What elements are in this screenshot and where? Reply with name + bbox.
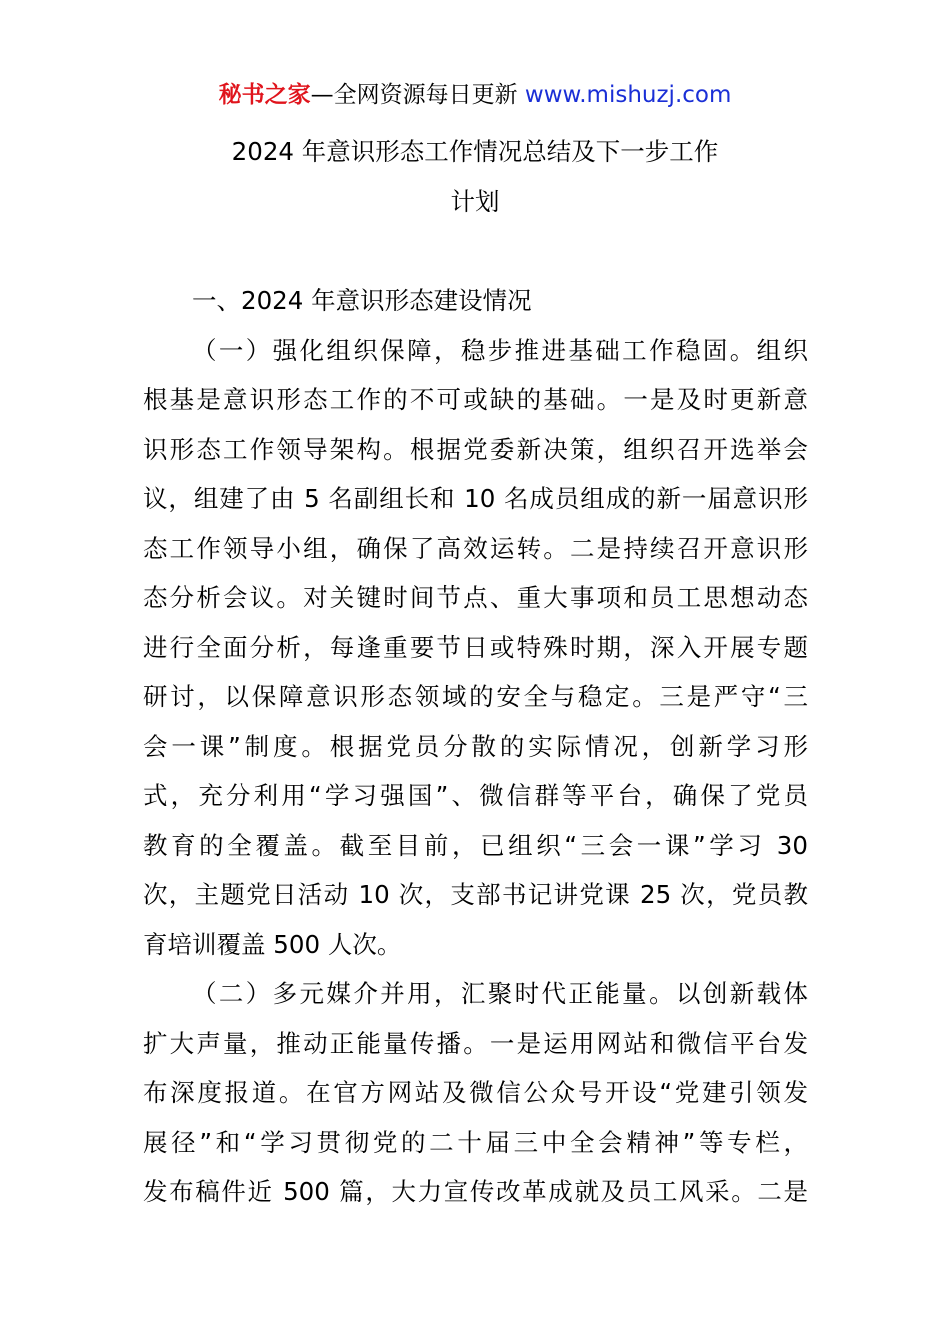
paragraph-line: 议，组建了由 5 名副组长和 10 名成员组成的新一届意识形 — [143, 484, 808, 513]
site-brand: 秘书之家 — [218, 82, 311, 108]
title-line-2: 计划 — [450, 186, 500, 216]
paragraph-line: 展径”和“学习贯彻党的二十届三中全会精神”等专栏， — [143, 1127, 808, 1157]
paragraph-line: 教育的全覆盖。截至目前，已组织“三会一课”学习 30 — [143, 830, 808, 860]
paragraph-line: 会一课”制度。根据党员分散的实际情况，创新学习形 — [143, 731, 808, 761]
document-body — [143, 276, 808, 1217]
paragraph-line: 识形态工作领导架构。根据党委新决策，组织召开选举会 — [143, 434, 808, 464]
paragraph-line: 次，主题党日活动 10 次，支部书记讲党课 25 次，党员教 — [143, 880, 808, 909]
paragraph-line: 态工作领导小组，确保了高效运转。二是持续召开意识形 — [143, 533, 808, 563]
paragraph-line: 式，充分利用“学习强国”、微信群等平台，确保了党员 — [143, 781, 808, 810]
site-url-link[interactable]: www.mishuzj.com — [524, 82, 732, 108]
title-line-1: 2024 年意识形态工作情况总结及下一步工作 — [231, 137, 719, 166]
paragraph-1 — [143, 326, 808, 970]
site-header — [0, 78, 950, 112]
paragraph-line: 态分析会议。对关键时间节点、重大事项和员工思想动态 — [143, 583, 808, 612]
paragraph-line: （二）多元媒介并用，汇聚时代正能量。以创新载体 — [192, 979, 808, 1008]
paragraph-line: 根基是意识形态工作的不可或缺的基础。一是及时更新意 — [143, 385, 808, 414]
site-slogan: —全网资源每日更新 — [310, 82, 518, 108]
paragraph-line: （一）强化组织保障，稳步推进基础工作稳固。组织 — [192, 335, 808, 365]
paragraph-line: 研讨，以保障意识形态领域的安全与稳定。三是严守“三 — [143, 682, 808, 711]
document-title — [140, 127, 810, 226]
paragraph-line: 发布稿件近 500 篇，大力宣传改革成就及员工风采。二是 — [143, 1177, 808, 1206]
paragraph-2 — [143, 969, 808, 1217]
paragraph-line: 进行全面分析，每逢重要节日或特殊时期，深入开展专题 — [143, 632, 808, 662]
paragraph-line: 扩大声量，推动正能量传播。一是运用网站和微信平台发 — [143, 1028, 808, 1058]
paragraph-line: 育培训覆盖 500 人次。 — [143, 929, 402, 959]
section-heading: 一、2024 年意识形态建设情况 — [192, 286, 532, 315]
paragraph-line: 布深度报道。在官方网站及微信公众号开设“党建引领发 — [143, 1078, 808, 1107]
